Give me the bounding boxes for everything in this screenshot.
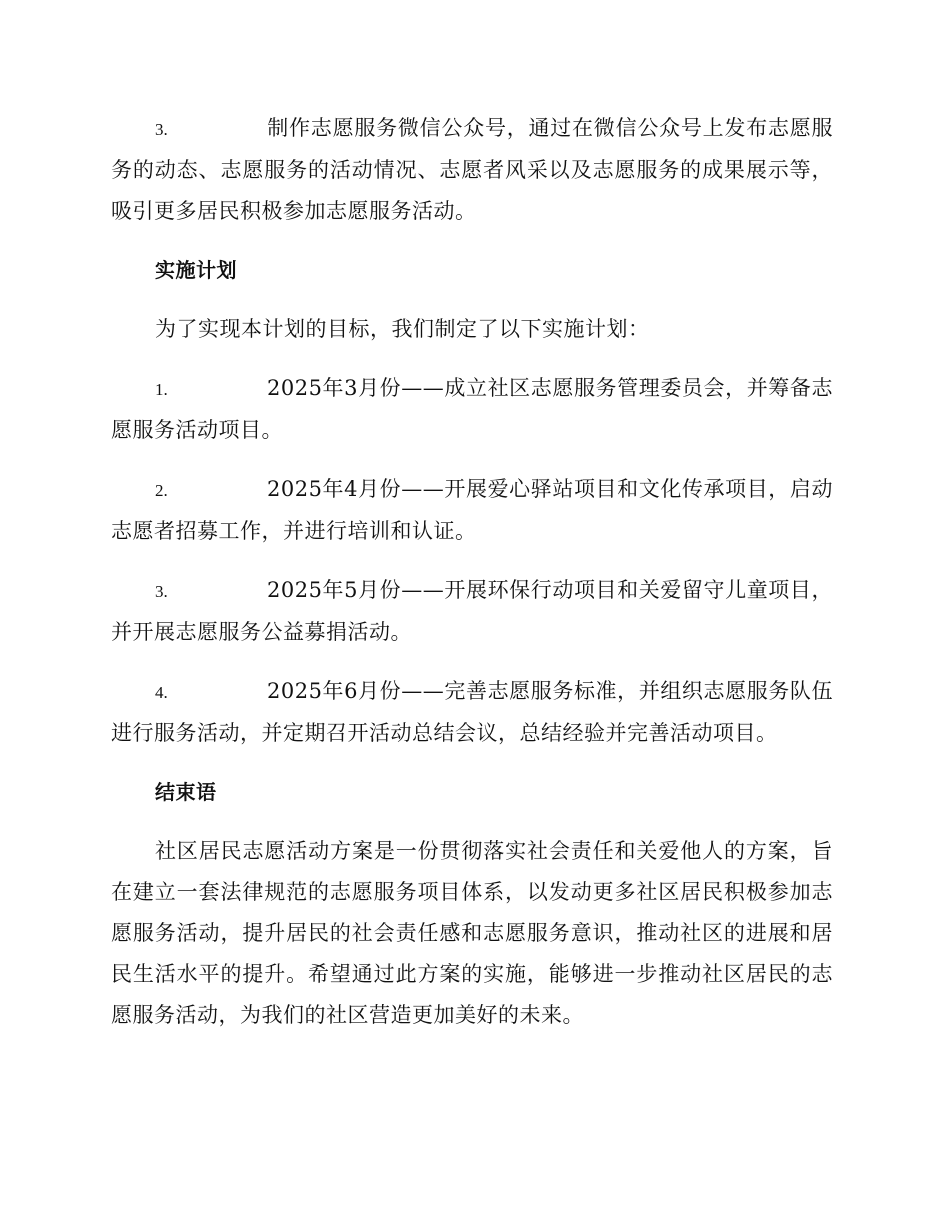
document-body bbox=[111, 108, 833, 1054]
list-item bbox=[111, 671, 833, 754]
section-heading-plan: 实施计划 bbox=[155, 258, 237, 282]
list-item-text: 2025年6月份——完善志愿服务标准，并组织志愿服务队伍进行服务活动，并定期召开活动总结会议，总结经验并完善活动项目。 bbox=[111, 679, 833, 745]
list-item bbox=[111, 570, 833, 653]
list-item-number: 4. bbox=[155, 683, 168, 702]
plan-intro-paragraph: 为了实现本计划的目标，我们制定了以下实施计划： bbox=[155, 317, 650, 341]
list-item bbox=[111, 368, 833, 451]
list-item bbox=[111, 469, 833, 552]
list-item-number: 3. bbox=[155, 582, 168, 601]
list-item-number: 3. bbox=[155, 120, 168, 139]
list-item-text: 2025年5月份——开展环保行动项目和关爱留守儿童项目，并开展志愿服务公益募捐活动。 bbox=[111, 578, 833, 644]
conclusion-paragraph: 社区居民志愿活动方案是一份贯彻落实社会责任和关爱他人的方案，旨在建立一套法律规范的志愿服务项目体系，以发动更多社区居民积极参加志愿服务活动，提升居民的社会责任感和志愿服务意识，推动社区的进展和居民生活水平的提升。希望通过此方案的实施，能够进一步推动社区居民的志愿服务活动，为我们的社区营造更加美好的未来。 bbox=[111, 839, 833, 1027]
section-heading-conclusion: 结束语 bbox=[155, 780, 217, 804]
list-item-number: 2. bbox=[155, 481, 168, 500]
list-item-text: 制作志愿服务微信公众号，通过在微信公众号上发布志愿服务的动态、志愿服务的活动情况、志愿者风采以及志愿服务的成果展示等，吸引更多居民积极参加志愿服务活动。 bbox=[111, 116, 833, 223]
list-item-number: 1. bbox=[155, 380, 168, 399]
list-item bbox=[111, 108, 833, 232]
list-item-text: 2025年3月份——成立社区志愿服务管理委员会，并筹备志愿服务活动项目。 bbox=[111, 376, 833, 442]
list-item-text: 2025年4月份——开展爱心驿站项目和文化传承项目，启动志愿者招募工作，并进行培训和认证。 bbox=[111, 477, 833, 543]
